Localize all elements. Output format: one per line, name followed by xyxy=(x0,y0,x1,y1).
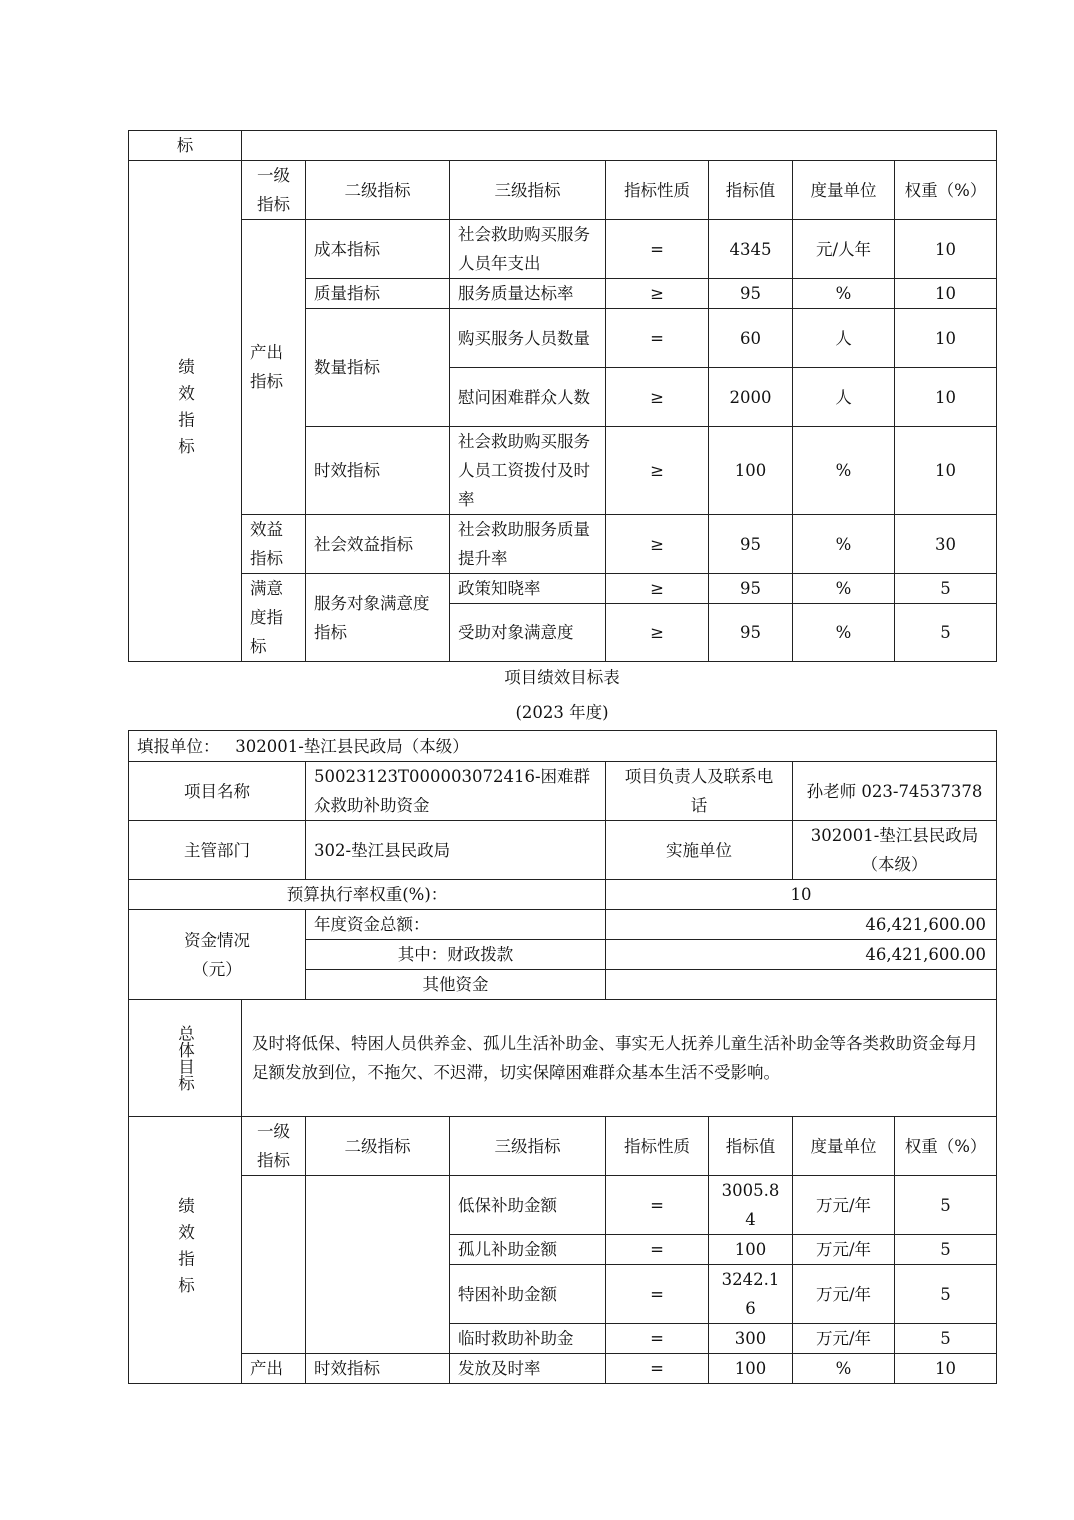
indicator-name: 政策知晓率 xyxy=(450,574,606,604)
indicator-value: 300 xyxy=(709,1324,793,1354)
indicator-unit: 人 xyxy=(793,309,895,368)
indicator-name: 发放及时率 xyxy=(450,1354,606,1384)
indicator-value: 95 xyxy=(709,574,793,604)
level2-cell: 质量指标 xyxy=(306,279,450,309)
indicator-name: 低保补助金额 xyxy=(450,1176,606,1235)
header-cell: 度量单位 xyxy=(793,161,895,220)
budget-weight-label: 预算执行率权重(%)： xyxy=(129,880,606,910)
reporting-unit-label: 填报单位： xyxy=(137,736,220,756)
header-cell: 度量单位 xyxy=(793,1117,895,1176)
header-cell: 指标值 xyxy=(709,1117,793,1176)
indicator-weight: 5 xyxy=(895,1176,997,1235)
indicator-value: 3005.84 xyxy=(709,1176,793,1235)
funds-fiscal-label: 其中：财政拨款 xyxy=(306,940,606,970)
indicator-unit: % xyxy=(793,604,895,662)
level2-cell: 时效指标 xyxy=(306,427,450,515)
indicator-name: 购买服务人员数量 xyxy=(450,309,606,368)
funds-fiscal: 46,421,600.00 xyxy=(606,940,997,970)
indicator-name: 社会救助购买服务人员工资拨付及时率 xyxy=(450,427,606,515)
indicator-op: ≥ xyxy=(606,427,709,515)
level2-cell: 社会效益指标 xyxy=(306,515,450,574)
section-label: 绩效指标 xyxy=(129,1117,242,1384)
level2-cell: 数量指标 xyxy=(306,309,450,427)
indicator-weight: 5 xyxy=(895,1265,997,1324)
indicator-unit: % xyxy=(793,515,895,574)
level2-cell: 时效指标 xyxy=(306,1354,450,1384)
indicator-value: 100 xyxy=(709,1354,793,1384)
indicator-weight: 10 xyxy=(895,1354,997,1384)
dept-label: 主管部门 xyxy=(129,821,306,880)
indicator-weight: 10 xyxy=(895,309,997,368)
indicator-op: = xyxy=(606,1324,709,1354)
indicator-value: 95 xyxy=(709,604,793,662)
impl-unit: 302001-垫江县民政局（本级） xyxy=(793,821,997,880)
indicator-unit: 元/人年 xyxy=(793,220,895,279)
indicator-op: ≥ xyxy=(606,515,709,574)
indicator-value: 100 xyxy=(709,427,793,515)
empty-cell xyxy=(242,131,997,161)
level1-cell: 产出指标 xyxy=(242,220,306,515)
empty-level2-cell xyxy=(306,1176,450,1354)
header-cell: 二级指标 xyxy=(306,1117,450,1176)
indicator-value: 4345 xyxy=(709,220,793,279)
indicator-value: 3242.16 xyxy=(709,1265,793,1324)
performance-table-continued xyxy=(128,130,997,662)
indicator-weight: 5 xyxy=(895,574,997,604)
indicator-weight: 5 xyxy=(895,604,997,662)
indicator-name: 受助对象满意度 xyxy=(450,604,606,662)
header-cell: 指标性质 xyxy=(606,161,709,220)
indicator-unit: 万元/年 xyxy=(793,1265,895,1324)
header-cell: 权重（%） xyxy=(895,161,997,220)
doc-year: (2023 年度) xyxy=(515,703,609,722)
reporting-unit-value: 302001-垫江县民政局（本级） xyxy=(235,736,469,756)
reporting-unit xyxy=(129,731,997,762)
indicator-unit: % xyxy=(793,574,895,604)
contact: 孙老师 023-74537378 xyxy=(793,762,997,821)
funds-total-label: 年度资金总额： xyxy=(306,910,606,940)
level1-cell: 产出 xyxy=(242,1354,306,1384)
header-cell: 指标性质 xyxy=(606,1117,709,1176)
indicator-weight: 10 xyxy=(895,279,997,309)
empty-level1-cell xyxy=(242,1176,306,1354)
level2-cell: 成本指标 xyxy=(306,220,450,279)
indicator-weight: 10 xyxy=(895,220,997,279)
indicator-value: 95 xyxy=(709,279,793,309)
indicator-name: 临时救助补助金 xyxy=(450,1324,606,1354)
indicator-unit: 万元/年 xyxy=(793,1176,895,1235)
indicator-op: = xyxy=(606,1354,709,1384)
indicator-op: ≥ xyxy=(606,368,709,427)
indicator-weight: 10 xyxy=(895,368,997,427)
indicator-value: 100 xyxy=(709,1235,793,1265)
indicator-unit: 人 xyxy=(793,368,895,427)
indicator-op: = xyxy=(606,309,709,368)
goal-label: 总体目标 xyxy=(129,1000,242,1117)
header-cell: 二级指标 xyxy=(306,161,450,220)
indicator-op: = xyxy=(606,220,709,279)
impl-label: 实施单位 xyxy=(606,821,793,880)
header-cell: 三级指标 xyxy=(450,161,606,220)
project-name-label: 项目名称 xyxy=(129,762,306,821)
indicator-name: 服务质量达标率 xyxy=(450,279,606,309)
header-cell: 一级指标 xyxy=(242,161,306,220)
indicator-weight: 5 xyxy=(895,1235,997,1265)
funds-label: 资金情况（元） xyxy=(129,910,306,1000)
indicator-unit: % xyxy=(793,1354,895,1384)
level1-cell: 效益指标 xyxy=(242,515,306,574)
project-name: 50023123T000003072416-困难群众救助补助资金 xyxy=(306,762,606,821)
budget-weight: 10 xyxy=(606,880,997,910)
indicator-unit: % xyxy=(793,427,895,515)
indicator-name: 慰问困难群众人数 xyxy=(450,368,606,427)
header-cell: 指标值 xyxy=(709,161,793,220)
header-cell: 权重（%） xyxy=(895,1117,997,1176)
indicator-op: ≥ xyxy=(606,279,709,309)
indicator-unit: 万元/年 xyxy=(793,1324,895,1354)
indicator-weight: 5 xyxy=(895,1324,997,1354)
indicator-unit: % xyxy=(793,279,895,309)
row-label: 标 xyxy=(129,131,242,161)
dept: 302-垫江县民政局 xyxy=(306,821,606,880)
indicator-op: = xyxy=(606,1265,709,1324)
indicator-value: 2000 xyxy=(709,368,793,427)
contact-label: 项目负责人及联系电话 xyxy=(606,762,793,821)
indicator-unit: 万元/年 xyxy=(793,1235,895,1265)
indicator-op: ≥ xyxy=(606,574,709,604)
header-cell: 一级指标 xyxy=(242,1117,306,1176)
header-cell: 三级指标 xyxy=(450,1117,606,1176)
doc-title: 项目绩效目标表 xyxy=(504,668,620,687)
overall-goal: 及时将低保、特困人员供养金、孤儿生活补助金、事实无人抚养儿童生活补助金等各类救助资金每月足额发放到位，不拖欠、不迟滞，切实保障困难群众基本生活不受影响。 xyxy=(242,1000,997,1117)
indicator-name: 孤儿补助金额 xyxy=(450,1235,606,1265)
level2-cell: 服务对象满意度指标 xyxy=(306,574,450,662)
indicator-value: 95 xyxy=(709,515,793,574)
indicator-value: 60 xyxy=(709,309,793,368)
indicator-weight: 10 xyxy=(895,427,997,515)
indicator-op: = xyxy=(606,1235,709,1265)
indicator-op: = xyxy=(606,1176,709,1235)
indicator-name: 社会救助服务质量提升率 xyxy=(450,515,606,574)
indicator-weight: 30 xyxy=(895,515,997,574)
indicator-name: 社会救助购买服务人员年支出 xyxy=(450,220,606,279)
indicator-op: ≥ xyxy=(606,604,709,662)
indicator-name: 特困补助金额 xyxy=(450,1265,606,1324)
funds-total: 46,421,600.00 xyxy=(606,910,997,940)
level1-cell: 满意度指标 xyxy=(242,574,306,662)
project-performance-table xyxy=(128,730,997,1384)
funds-other-label: 其他资金 xyxy=(306,970,606,1000)
funds-other xyxy=(606,970,997,1000)
section-label: 绩效指标 xyxy=(129,161,242,662)
